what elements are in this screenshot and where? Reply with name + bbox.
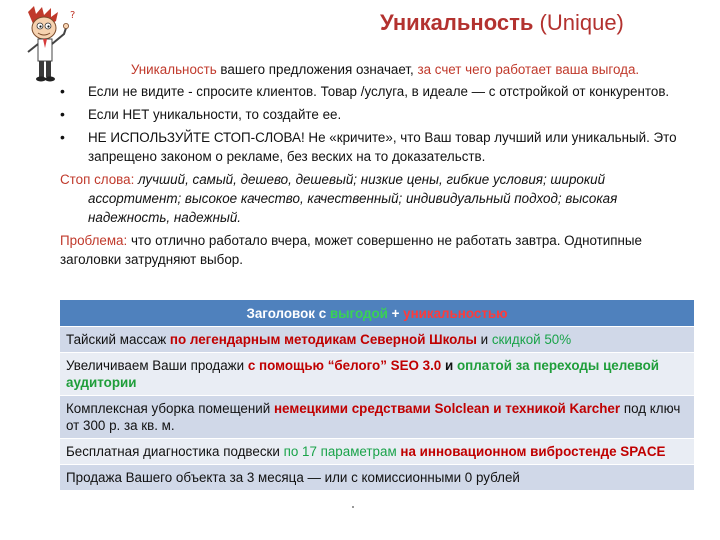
intro-part1: Уникальность	[130, 62, 217, 77]
table-cell	[60, 465, 694, 491]
table-cell	[60, 439, 694, 465]
table-header-cell	[60, 300, 694, 327]
cell-text: и	[441, 358, 457, 373]
intro-part3: за счет чего работает ваша выгода.	[417, 62, 640, 77]
svg-text:?: ?	[70, 10, 76, 21]
page-title	[380, 10, 624, 36]
cell-text: и	[476, 332, 492, 347]
bullet-item: • Если не видите - спросите клиентов. Товар /услуга, в идеале — с отстройкой от конкурентов.	[60, 82, 700, 101]
content-body	[60, 82, 700, 273]
problem-paragraph	[60, 231, 700, 269]
table-cell	[60, 353, 694, 396]
decorative-dot	[352, 506, 354, 508]
cell-unique: на инновационном вибростенде SPACE	[400, 444, 666, 459]
header-uniqueness: уникальностью	[403, 305, 508, 321]
cell-unique: с помощью “белого” SEO 3.0	[247, 358, 442, 373]
cell-text: Комплексная уборка помещений	[66, 401, 274, 416]
stop-words-label: Стоп слова:	[60, 172, 135, 187]
cell-unique: по легендарным методикам Северной Школы	[169, 332, 477, 347]
cell-text: Продажа Вашего объекта за 3 месяца — или с комиссионными 0 рублей	[66, 470, 520, 485]
table-row	[60, 396, 694, 439]
intro-part2: вашего предложения означает,	[216, 62, 418, 77]
table-cell	[60, 327, 694, 353]
table-cell	[60, 396, 694, 439]
title-sub: (Unique)	[539, 10, 624, 35]
title-main: Уникальность	[380, 10, 534, 35]
cell-text: Бесплатная диагностика подвески	[66, 444, 284, 459]
bullet-item: • НЕ ИСПОЛЬЗУЙТЕ СТОП-СЛОВА! Не «кричите», что Ваш товар лучший или уникальный. Это запрещено законом о рекламе, без веских на то доказательств.	[60, 128, 700, 166]
examples-table	[60, 300, 694, 490]
stop-words-text: лучший, самый, дешево, дешевый; низкие цены, гибкие условия; широкий ассортимент; высокое качество, качественный; индивидуальный подход; высокая надежность, надежный.	[88, 172, 618, 225]
cell-benefit: оплатой за переходы целевой аудитории	[66, 358, 659, 390]
table-row	[60, 439, 694, 465]
intro-line	[0, 62, 720, 77]
problem-label: Проблема:	[60, 233, 128, 248]
bullet-item: • Если НЕТ уникальности, то создайте ее.	[60, 105, 700, 124]
cell-text: под ключ от 300 р. за кв. м.	[66, 401, 681, 433]
table-header-row	[60, 300, 694, 327]
problem-text: что отлично работало вчера, может совершенно не работать завтра. Однотипные заголовки затрудняют выбор.	[60, 233, 642, 267]
header-plus: +	[387, 305, 404, 321]
cell-benefit: по 17 параметрам	[283, 444, 397, 459]
cell-unique: немецкими средствами Solclean и техникой Karcher	[273, 401, 621, 416]
table-row	[60, 327, 694, 353]
table-row	[60, 353, 694, 396]
header-text: Заголовок с	[246, 305, 330, 321]
cell-text: Тайский массаж	[66, 332, 170, 347]
table-row	[60, 465, 694, 491]
stop-words-paragraph	[60, 170, 700, 227]
header-benefit: выгодой	[329, 305, 388, 321]
cell-text: Увеличиваем Ваши продажи	[66, 358, 248, 373]
cell-benefit: скидкой 50%	[491, 332, 572, 347]
